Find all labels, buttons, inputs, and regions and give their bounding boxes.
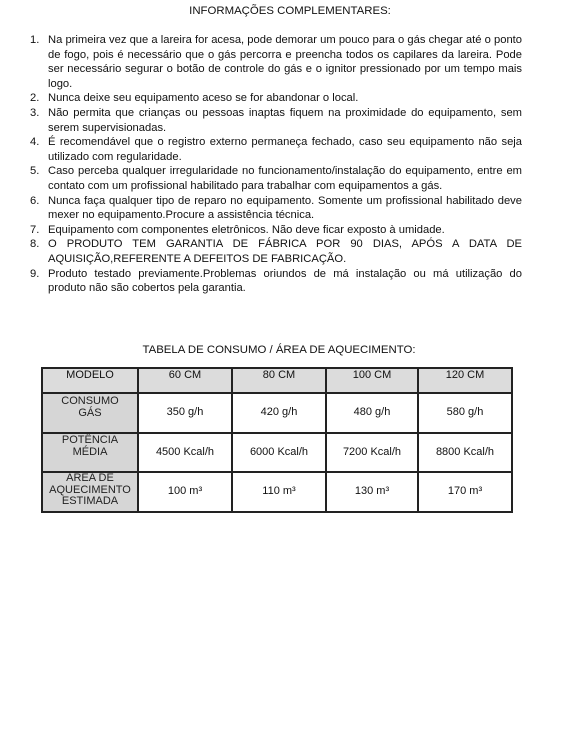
table-title: TABELA DE CONSUMO / ÁREA DE AQUECIMENTO: [142, 344, 416, 356]
column-header-80cm: 80 CM [232, 368, 326, 393]
table-cell: 4500 Kcal/h [138, 433, 232, 472]
consumption-table [41, 367, 513, 513]
column-header-60cm: 60 CM [138, 368, 232, 393]
list-item-number: 6. [30, 194, 40, 207]
column-header-100cm: 100 CM [326, 368, 418, 393]
list-item-text: Não permita que crianças ou pessoas inaptas fiquem na proximidade do equipamento, sem serem supervisionadas. [48, 106, 522, 134]
list-item [30, 135, 522, 164]
table-cell: 6000 Kcal/h [232, 433, 326, 472]
row-label-line: AQUECIMENTO [49, 483, 131, 496]
list-item-text: Caso perceba qualquer irregularidade no funcionamento/instalação do equipamento, entre em contato com um profissional habilitado para trabalhar com equipamentos a gás. [48, 165, 522, 192]
list-item-text: Nunca deixe seu equipamento aceso se for abandonar o local. [48, 92, 359, 105]
table-row [42, 472, 512, 512]
list-item-number: 4. [30, 136, 40, 149]
list-item-text: Produto testado previamente.Problemas oriundos de má instalação ou má utilização do produto não são cobertos pela garantia. [48, 267, 522, 295]
list-item [30, 91, 522, 106]
table-cell: 580 g/h [418, 393, 512, 433]
list-item-number: 9. [30, 267, 40, 280]
list-item [30, 33, 522, 91]
list-item-number: 3. [30, 106, 40, 119]
list-item-text: O PRODUTO TEM GARANTIA DE FÁBRICA POR 90 DIAS, APÓS A DATA DE AQUISIÇÃO,REFERENTE A DEFEITOS DE FABRICAÇÃO. [48, 238, 522, 265]
list-item-number: 5. [30, 165, 40, 178]
row-label-line: CONSUMO [61, 395, 119, 407]
table-cell: 110 m³ [232, 472, 326, 512]
table-cell: 8800 Kcal/h [418, 433, 512, 472]
list-item [30, 164, 522, 193]
row-label-line: GÁS [78, 406, 102, 419]
row-label-line: ÁREA DE [66, 472, 114, 484]
table-cell: 130 m³ [326, 472, 418, 512]
list-item [30, 223, 522, 238]
list-item-number: 2. [30, 92, 40, 105]
table-cell: 420 g/h [232, 393, 326, 433]
list-item [30, 237, 522, 266]
table-cell: 350 g/h [138, 393, 232, 433]
section-heading: INFORMAÇÕES COMPLEMENTARES: [189, 5, 391, 17]
table-cell: 100 m³ [138, 472, 232, 512]
row-label-line: MÉDIA [72, 445, 108, 458]
column-header-120cm: 120 CM [418, 368, 512, 393]
list-item [30, 267, 522, 296]
row-label-line: ESTIMADA [61, 495, 119, 507]
row-label-heating-area [42, 472, 138, 512]
list-item-text: Nunca faça qualquer tipo de reparo no equipamento. Somente um profissional habilitado deve mexer no equipamento.Procure a assistência técnica. [48, 194, 522, 222]
list-item [30, 194, 522, 223]
table-cell: 7200 Kcal/h [326, 433, 418, 472]
list-item-text: Equipamento com componentes eletrônicos. Não deve ficar exposto à umidade. [48, 223, 445, 236]
list-item-number: 1. [30, 34, 40, 46]
list-item [30, 106, 522, 135]
table-cell: 170 m³ [418, 472, 512, 512]
list-item-number: 8. [30, 238, 40, 251]
column-header-model: MODELO [42, 368, 138, 393]
row-label-average-power [42, 433, 138, 472]
information-list [30, 33, 522, 296]
row-label-gas-consumption [42, 393, 138, 433]
table-header-row [42, 368, 512, 393]
list-item-number: 7. [30, 223, 40, 236]
list-item-text: É recomendável que o registro externo permaneça fechado, caso seu equipamento não seja utilizado com regularidade. [48, 136, 522, 163]
list-item-text: Na primeira vez que a lareira for acesa, pode demorar um pouco para o gás chegar até o ponto de fogo, pois é necessário que o gás percorra e preencha todos os capilares da lareira. Pode ser necessário segurar o botão de controle do gás e o ignitor pressionado por um tempo mais logo. [48, 34, 522, 90]
table-row [42, 393, 512, 433]
table-cell: 480 g/h [326, 393, 418, 433]
table-row [42, 433, 512, 472]
row-label-line: POTÊNCIA [61, 434, 119, 446]
